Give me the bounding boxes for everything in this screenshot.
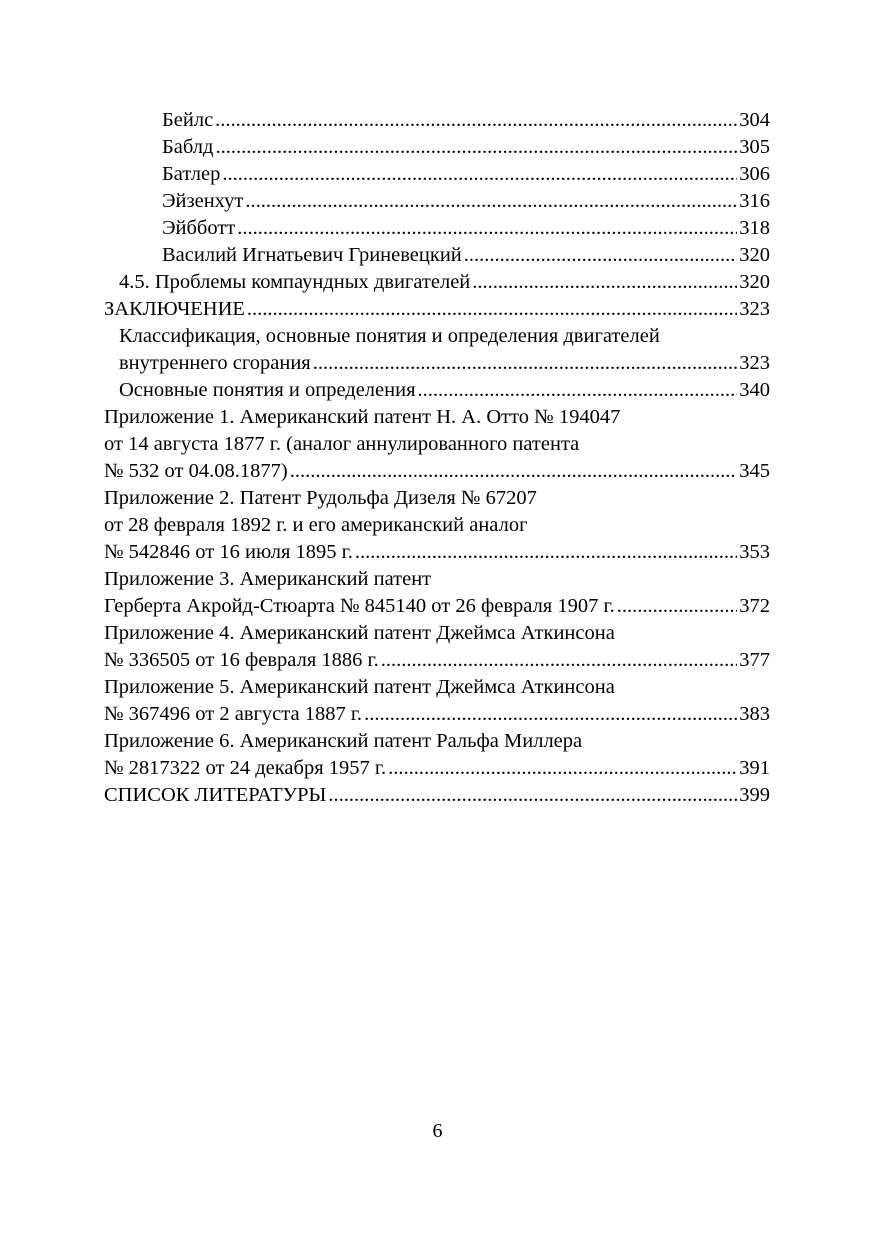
toc-entry-title: № 542846 от 16 июля 1895 г. [104, 541, 353, 563]
toc-entry-continuation [104, 404, 770, 431]
toc-entry-title: от 28 февраля 1892 г. и его американский аналог [104, 514, 528, 536]
dot-leader [215, 107, 737, 134]
toc-entry-page: 340 [739, 379, 770, 401]
toc-entry-title: Приложение 5. Американский патент Джеймса Аткинсона [104, 676, 615, 698]
toc-entry-continuation [104, 728, 770, 755]
toc-entry-page: 353 [739, 541, 770, 563]
toc-entry-title: Приложение 6. Американский патент Ральфа Миллера [104, 730, 583, 752]
toc-entry-title: № 2817322 от 24 декабря 1957 г. [104, 757, 387, 779]
toc-entry-continuation [104, 431, 770, 458]
toc-entry-title: Приложение 2. Патент Рудольфа Дизеля № 67207 [104, 487, 537, 509]
toc-entry-title: Приложение 4. Американский патент Джеймса Аткинсона [104, 622, 615, 644]
dot-leader [381, 647, 738, 674]
toc-entry-title: Эйзенхут [162, 190, 244, 212]
toc-entry [104, 215, 770, 242]
dot-leader [355, 539, 737, 566]
toc-entry-continuation [104, 674, 770, 701]
toc-entry-title: № 367496 от 2 августа 1887 г. [104, 703, 363, 725]
toc-entry-title: 4.5. Проблемы компаундных двигателей [119, 271, 471, 293]
toc-entry-page: 320 [739, 271, 770, 293]
toc-entry-title: от 14 августа 1877 г. (аналог аннулированного патента [104, 433, 580, 455]
toc-entry-page: 304 [739, 109, 770, 131]
toc-entry-page: 383 [739, 703, 770, 725]
toc-entry-title: Основные понятия и определения [119, 379, 416, 401]
dot-leader [215, 134, 737, 161]
toc-entry-title: Приложение 1. Американский патент Н. А. Отто № 194047 [104, 406, 621, 428]
dot-leader [222, 161, 737, 188]
table-of-contents [104, 107, 770, 809]
toc-entry [104, 350, 770, 377]
dot-leader [245, 188, 737, 215]
toc-entry-title: Батлер [162, 163, 221, 185]
toc-entry-title: внутреннего сгорания [119, 352, 311, 374]
toc-entry-page: 372 [739, 595, 770, 617]
toc-entry [104, 188, 770, 215]
dot-leader [328, 782, 737, 809]
toc-entry [104, 269, 770, 296]
toc-entry [104, 377, 770, 404]
toc-entry-page: 323 [739, 352, 770, 374]
toc-entry-title: Герберта Акройд-Стюарта № 845140 от 26 февраля 1907 г. [104, 595, 615, 617]
toc-entry-page: 306 [739, 163, 770, 185]
dot-leader [237, 215, 737, 242]
toc-entry-page: 391 [739, 757, 770, 779]
toc-entry [104, 458, 770, 485]
toc-entry [104, 161, 770, 188]
dot-leader [464, 242, 737, 269]
toc-entry-title: СПИСОК ЛИТЕРАТУРЫ [104, 784, 327, 806]
dot-leader [364, 701, 737, 728]
toc-entry-page: 377 [739, 649, 770, 671]
toc-entry-page: 316 [739, 190, 770, 212]
toc-entry-title: № 336505 от 16 февраля 1886 г. [104, 649, 379, 671]
toc-entry-page: 323 [739, 298, 770, 320]
toc-entry [104, 242, 770, 269]
dot-leader [290, 458, 738, 485]
toc-entry-page: 305 [739, 136, 770, 158]
toc-entry-title: Приложение 3. Американский патент [104, 568, 432, 590]
toc-entry [104, 134, 770, 161]
dot-leader [247, 296, 737, 323]
toc-entry-page: 318 [739, 217, 770, 239]
toc-entry-continuation [104, 620, 770, 647]
toc-entry-title: Бейлс [162, 109, 214, 131]
toc-entry-title: № 532 от 04.08.1877) [104, 460, 288, 482]
toc-entry [104, 107, 770, 134]
toc-entry-title: Эйбботт [162, 217, 236, 239]
toc-entry-page: 399 [739, 784, 770, 806]
toc-entry-continuation [104, 485, 770, 512]
toc-entry [104, 593, 770, 620]
toc-entry [104, 539, 770, 566]
page-number: 6 [432, 1120, 443, 1142]
toc-entry-title: ЗАКЛЮЧЕНИЕ [104, 298, 245, 320]
toc-entry [104, 647, 770, 674]
toc-entry [104, 296, 770, 323]
toc-entry-continuation [104, 512, 770, 539]
toc-entry-title: Классификация, основные понятия и определения двигателей [119, 325, 660, 347]
toc-entry-page: 320 [739, 244, 770, 266]
dot-leader [472, 269, 737, 296]
toc-entry [104, 755, 770, 782]
dot-leader [388, 755, 737, 782]
toc-entry-continuation [104, 323, 770, 350]
toc-entry [104, 782, 770, 809]
toc-entry-title: Василий Игнатьевич Гриневецкий [162, 244, 462, 266]
dot-leader [313, 350, 738, 377]
toc-entry-title: Баблд [162, 136, 214, 158]
toc-entry-page: 345 [739, 460, 770, 482]
dot-leader [617, 593, 738, 620]
dot-leader [418, 377, 738, 404]
toc-entry-continuation [104, 566, 770, 593]
toc-entry [104, 701, 770, 728]
